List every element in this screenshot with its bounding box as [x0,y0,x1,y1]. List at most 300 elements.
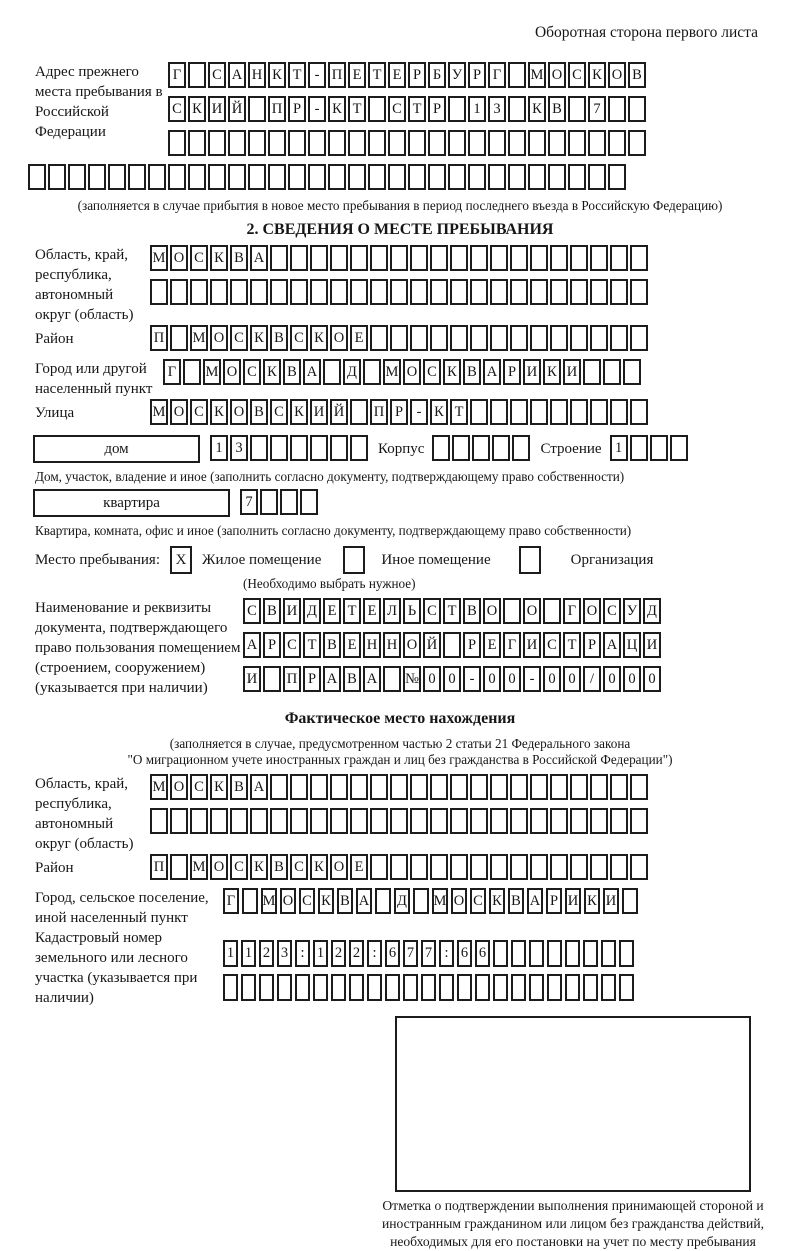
char-box[interactable] [250,808,268,834]
char-box[interactable]: А [603,632,621,658]
char-box[interactable]: А [527,888,543,914]
char-box[interactable] [448,164,466,190]
char-box[interactable] [350,808,368,834]
char-box[interactable] [430,854,448,880]
char-box[interactable]: Г [168,62,186,88]
char-box[interactable] [48,164,66,190]
char-box[interactable]: Г [503,632,521,658]
char-box[interactable]: К [328,96,346,122]
char-box[interactable] [468,130,486,156]
char-box[interactable]: 6 [385,940,400,967]
char-box[interactable]: Е [348,62,366,88]
char-box[interactable] [628,96,646,122]
char-box[interactable]: Т [563,632,581,658]
char-box[interactable]: И [563,359,581,385]
char-box[interactable] [508,130,526,156]
char-box[interactable] [208,164,226,190]
char-box[interactable]: Г [563,598,581,624]
char-box[interactable] [270,245,288,271]
char-box[interactable] [570,854,588,880]
char-box[interactable]: Ь [403,598,421,624]
char-box[interactable]: 7 [403,940,418,967]
char-box[interactable] [370,325,388,351]
char-box[interactable]: К [443,359,461,385]
char-box[interactable]: 0 [503,666,521,692]
char-box[interactable]: С [423,359,441,385]
char-box[interactable] [385,974,400,1001]
char-box[interactable] [583,940,598,967]
char-box[interactable] [630,854,648,880]
char-box[interactable]: Е [323,598,341,624]
char-box[interactable] [583,359,601,385]
char-box[interactable] [450,325,468,351]
char-box[interactable] [548,164,566,190]
char-box[interactable]: С [230,325,248,351]
char-box[interactable] [511,974,526,1001]
char-box[interactable] [603,359,621,385]
char-box[interactable] [270,774,288,800]
char-box[interactable] [670,435,688,461]
char-box[interactable] [472,435,490,461]
char-box[interactable] [330,245,348,271]
char-box[interactable]: Д [343,359,361,385]
char-box[interactable]: 3 [488,96,506,122]
char-box[interactable]: К [430,399,448,425]
char-box[interactable] [410,279,428,305]
char-box[interactable]: О [330,854,348,880]
char-box[interactable] [370,774,388,800]
char-box[interactable]: И [643,632,661,658]
char-box[interactable] [510,245,528,271]
char-box[interactable] [310,808,328,834]
char-box[interactable]: М [203,359,221,385]
char-box[interactable]: - [308,96,326,122]
char-box[interactable] [363,359,381,385]
char-box[interactable] [608,96,626,122]
char-box[interactable] [510,774,528,800]
char-box[interactable]: П [328,62,346,88]
char-box[interactable]: Т [368,62,386,88]
char-box[interactable] [550,399,568,425]
char-box[interactable]: В [628,62,646,88]
char-box[interactable] [390,774,408,800]
char-box[interactable] [290,435,308,461]
char-box[interactable] [210,279,228,305]
char-box[interactable] [619,940,634,967]
char-box[interactable]: С [388,96,406,122]
char-box[interactable]: А [250,245,268,271]
char-box[interactable]: Е [388,62,406,88]
char-box[interactable] [330,435,348,461]
char-box[interactable]: И [208,96,226,122]
char-box[interactable] [630,245,648,271]
char-box[interactable] [570,774,588,800]
char-box[interactable] [448,130,466,156]
char-box[interactable]: Й [228,96,246,122]
char-box[interactable]: О [210,854,228,880]
char-box[interactable]: О [210,325,228,351]
char-box[interactable] [290,279,308,305]
char-box[interactable]: 0 [623,666,641,692]
char-box[interactable]: 2 [331,940,346,967]
char-box[interactable]: С [543,632,561,658]
char-box[interactable]: О [608,62,626,88]
char-box[interactable] [470,774,488,800]
char-box[interactable]: К [528,96,546,122]
char-box[interactable] [350,399,368,425]
char-box[interactable]: И [523,359,541,385]
char-box[interactable] [503,598,521,624]
char-box[interactable] [408,130,426,156]
char-box[interactable] [323,359,341,385]
char-box[interactable]: 2 [259,940,274,967]
char-box[interactable]: В [343,666,361,692]
char-box[interactable]: 0 [643,666,661,692]
char-box[interactable] [403,974,418,1001]
char-box[interactable] [610,774,628,800]
char-box[interactable] [390,325,408,351]
char-box[interactable] [590,774,608,800]
char-box[interactable]: О [230,399,248,425]
char-box[interactable] [430,325,448,351]
char-box[interactable]: 1 [210,435,228,461]
char-box[interactable]: Т [288,62,306,88]
char-box[interactable] [410,325,428,351]
char-box[interactable] [530,325,548,351]
char-box[interactable] [170,279,188,305]
char-box[interactable] [530,808,548,834]
char-box[interactable]: А [483,359,501,385]
char-box[interactable]: К [188,96,206,122]
char-box[interactable] [188,62,206,88]
char-box[interactable]: К [543,359,561,385]
apartment-widebox[interactable] [33,489,230,517]
char-box[interactable]: К [584,888,600,914]
char-box[interactable]: Г [488,62,506,88]
char-box[interactable] [330,279,348,305]
char-box[interactable]: С [290,854,308,880]
char-box[interactable]: А [303,359,321,385]
char-box[interactable] [248,96,266,122]
char-box[interactable] [421,974,436,1001]
char-box[interactable] [270,279,288,305]
char-box[interactable] [263,666,281,692]
char-box[interactable] [590,854,608,880]
char-box[interactable] [570,808,588,834]
char-box[interactable] [348,164,366,190]
char-box[interactable] [568,96,586,122]
char-box[interactable] [288,130,306,156]
char-box[interactable] [601,940,616,967]
char-box[interactable] [490,854,508,880]
char-box[interactable] [550,808,568,834]
char-box[interactable]: - [523,666,541,692]
char-box[interactable] [510,325,528,351]
char-box[interactable] [430,245,448,271]
char-box[interactable] [310,435,328,461]
char-box[interactable]: М [150,774,168,800]
char-box[interactable]: В [463,598,481,624]
char-box[interactable]: П [370,399,388,425]
char-box[interactable] [368,96,386,122]
char-box[interactable] [530,245,548,271]
char-box[interactable] [490,808,508,834]
char-box[interactable]: М [383,359,401,385]
char-box[interactable] [350,279,368,305]
char-box[interactable]: В [323,632,341,658]
char-box[interactable]: К [250,854,268,880]
char-box[interactable] [268,130,286,156]
char-box[interactable] [610,245,628,271]
char-box[interactable] [570,279,588,305]
char-box[interactable] [410,854,428,880]
char-box[interactable]: Й [423,632,441,658]
char-box[interactable] [230,279,248,305]
char-box[interactable]: П [150,854,168,880]
char-box[interactable]: Б [428,62,446,88]
char-box[interactable]: В [337,888,353,914]
char-box[interactable] [290,774,308,800]
char-box[interactable] [610,399,628,425]
char-box[interactable]: А [356,888,372,914]
char-box[interactable] [510,279,528,305]
char-box[interactable]: К [318,888,334,914]
char-box[interactable] [530,774,548,800]
char-box[interactable]: Д [303,598,321,624]
char-box[interactable] [550,279,568,305]
char-box[interactable] [630,435,648,461]
char-box[interactable] [190,279,208,305]
char-box[interactable] [568,164,586,190]
char-box[interactable] [328,164,346,190]
char-box[interactable] [310,774,328,800]
char-box[interactable]: М [150,399,168,425]
char-box[interactable]: 0 [543,666,561,692]
char-box[interactable]: 0 [603,666,621,692]
char-box[interactable]: К [210,399,228,425]
char-box[interactable] [210,808,228,834]
char-box[interactable] [280,489,298,515]
char-box[interactable] [630,774,648,800]
char-box[interactable] [190,808,208,834]
char-box[interactable]: О [280,888,296,914]
char-box[interactable]: Р [390,399,408,425]
char-box[interactable] [150,808,168,834]
char-box[interactable]: Ц [623,632,641,658]
char-box[interactable]: М [261,888,277,914]
char-box[interactable] [242,888,258,914]
char-box[interactable]: Е [350,854,368,880]
char-box[interactable] [250,279,268,305]
char-box[interactable] [490,399,508,425]
char-box[interactable] [259,974,274,1001]
char-box[interactable]: С [190,399,208,425]
char-box[interactable] [428,164,446,190]
char-box[interactable] [241,974,256,1001]
char-box[interactable] [383,666,401,692]
char-box[interactable] [313,974,328,1001]
char-box[interactable]: Е [363,598,381,624]
char-box[interactable]: И [523,632,541,658]
char-box[interactable]: 3 [230,435,248,461]
char-box[interactable] [388,130,406,156]
char-box[interactable] [588,164,606,190]
char-box[interactable] [623,359,641,385]
char-box[interactable] [223,974,238,1001]
char-box[interactable]: Г [163,359,181,385]
char-box[interactable] [390,245,408,271]
char-box[interactable] [450,808,468,834]
char-box[interactable]: С [568,62,586,88]
char-box[interactable] [512,435,530,461]
char-box[interactable]: 1 [223,940,238,967]
char-box[interactable] [610,808,628,834]
char-box[interactable]: М [190,325,208,351]
char-box[interactable]: Р [288,96,306,122]
char-box[interactable]: В [283,359,301,385]
char-box[interactable] [170,808,188,834]
char-box[interactable]: Т [303,632,321,658]
char-box[interactable]: Т [443,598,461,624]
char-box[interactable] [410,245,428,271]
char-box[interactable] [370,854,388,880]
char-box[interactable] [228,164,246,190]
char-box[interactable] [608,164,626,190]
char-box[interactable]: К [588,62,606,88]
char-box[interactable] [170,854,188,880]
char-box[interactable] [439,974,454,1001]
char-box[interactable]: С [208,62,226,88]
char-box[interactable] [590,399,608,425]
char-box[interactable] [288,164,306,190]
char-box[interactable] [310,245,328,271]
char-box[interactable] [248,130,266,156]
char-box[interactable]: О [223,359,241,385]
char-box[interactable] [583,974,598,1001]
char-box[interactable] [277,974,292,1001]
char-box[interactable]: Т [343,598,361,624]
char-box[interactable] [550,774,568,800]
stay-type-checkbox-other[interactable] [343,546,365,574]
char-box[interactable]: И [243,666,261,692]
char-box[interactable] [28,164,46,190]
char-box[interactable] [260,489,278,515]
char-box[interactable] [108,164,126,190]
char-box[interactable] [630,279,648,305]
char-box[interactable]: О [523,598,541,624]
char-box[interactable] [570,325,588,351]
char-box[interactable]: Т [408,96,426,122]
char-box[interactable] [530,854,548,880]
char-box[interactable]: А [243,632,261,658]
char-box[interactable] [448,96,466,122]
char-box[interactable] [570,399,588,425]
char-box[interactable] [550,325,568,351]
char-box[interactable]: О [170,774,188,800]
char-box[interactable]: 1 [241,940,256,967]
char-box[interactable] [368,164,386,190]
char-box[interactable] [228,130,246,156]
char-box[interactable]: Д [394,888,410,914]
char-box[interactable] [547,974,562,1001]
char-box[interactable]: В [463,359,481,385]
char-box[interactable]: В [508,888,524,914]
char-box[interactable]: И [283,598,301,624]
char-box[interactable]: Е [343,632,361,658]
char-box[interactable] [493,940,508,967]
char-box[interactable]: К [489,888,505,914]
char-box[interactable]: А [228,62,246,88]
char-box[interactable] [428,130,446,156]
char-box[interactable] [490,245,508,271]
char-box[interactable] [508,62,526,88]
char-box[interactable] [290,245,308,271]
char-box[interactable] [330,774,348,800]
char-box[interactable] [528,164,546,190]
char-box[interactable] [590,808,608,834]
char-box[interactable] [328,130,346,156]
char-box[interactable] [630,325,648,351]
char-box[interactable]: О [403,359,421,385]
char-box[interactable] [150,279,168,305]
char-box[interactable] [410,774,428,800]
char-box[interactable] [508,96,526,122]
char-box[interactable]: В [230,245,248,271]
char-box[interactable] [248,164,266,190]
char-box[interactable] [630,399,648,425]
char-box[interactable]: А [323,666,341,692]
char-box[interactable] [470,325,488,351]
char-box[interactable] [128,164,146,190]
char-box[interactable] [308,130,326,156]
char-box[interactable] [390,854,408,880]
char-box[interactable] [543,598,561,624]
char-box[interactable] [432,435,450,461]
char-box[interactable] [430,279,448,305]
char-box[interactable]: О [583,598,601,624]
char-box[interactable] [168,130,186,156]
char-box[interactable]: С [243,359,261,385]
char-box[interactable]: Р [463,632,481,658]
char-box[interactable] [590,279,608,305]
char-box[interactable]: Р [303,666,321,692]
char-box[interactable] [490,325,508,351]
char-box[interactable] [470,245,488,271]
char-box[interactable] [470,399,488,425]
char-box[interactable]: - [308,62,326,88]
char-box[interactable]: К [210,774,228,800]
char-box[interactable]: 1 [468,96,486,122]
char-box[interactable] [368,130,386,156]
char-box[interactable] [290,808,308,834]
char-box[interactable]: С [270,399,288,425]
char-box[interactable] [490,279,508,305]
char-box[interactable]: И [603,888,619,914]
char-box[interactable] [170,325,188,351]
char-box[interactable] [367,974,382,1001]
char-box[interactable]: А [250,774,268,800]
char-box[interactable] [295,974,310,1001]
char-box[interactable]: М [528,62,546,88]
char-box[interactable]: П [268,96,286,122]
char-box[interactable]: В [270,325,288,351]
char-box[interactable] [310,279,328,305]
char-box[interactable] [628,130,646,156]
char-box[interactable] [590,245,608,271]
char-box[interactable]: Н [383,632,401,658]
char-box[interactable] [490,774,508,800]
char-box[interactable]: В [270,854,288,880]
